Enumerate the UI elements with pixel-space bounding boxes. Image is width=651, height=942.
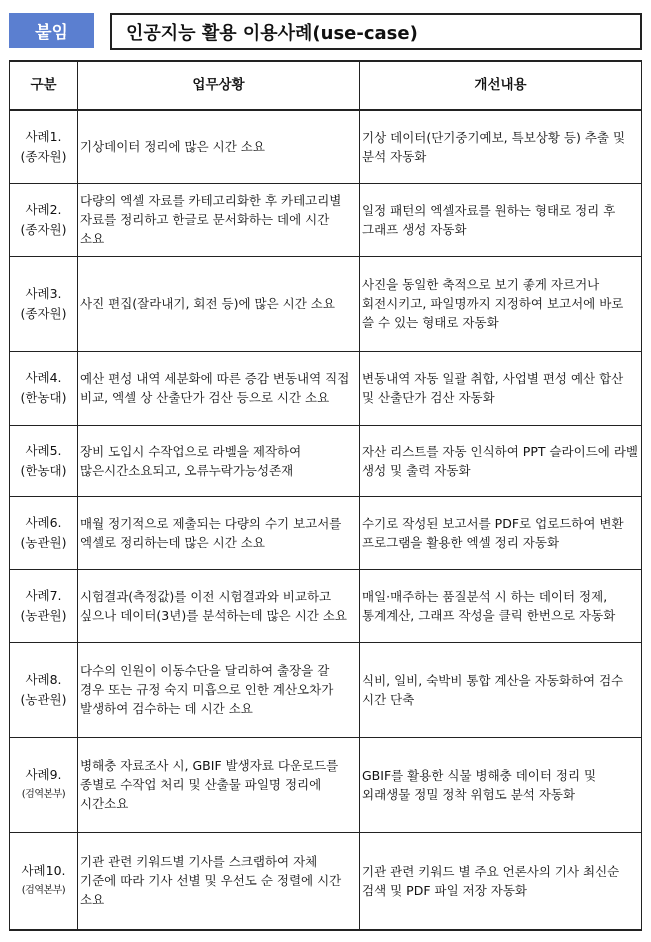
improvement-cell: 일정 패턴의 엑셀자료를 원하는 형태로 정리 후 그래프 생성 자동화 xyxy=(360,183,642,256)
case-cell xyxy=(10,183,78,256)
improvement-cell: 사진을 동일한 축적으로 보기 좋게 자르거나 회전시키고, 파일명까지 지정하여 보고서에 바로 쓸 수 있는 형태로 자동화 xyxy=(360,256,642,351)
improvement-cell: 자산 리스트를 자동 인식하여 PPT 슬라이드에 라벨 생성 및 출력 자동화 xyxy=(360,425,642,496)
table-row xyxy=(10,832,642,930)
case-label: 사례2. xyxy=(25,201,62,217)
header-category: 구분 xyxy=(10,61,78,110)
case-label: 사례6. xyxy=(25,514,62,530)
situation-cell: 사진 편집(잘라내기, 회전 등)에 많은 시간 소요 xyxy=(78,256,360,351)
improvement-cell: GBIF를 활용한 식물 병해충 데이터 정리 및 외래생물 정밀 정착 위험도 분석 자동화 xyxy=(360,737,642,832)
table-row xyxy=(10,256,642,351)
table-header-row xyxy=(10,61,642,110)
case-org: (농관원) xyxy=(20,607,67,623)
case-label: 사례1. xyxy=(25,128,62,144)
case-org: (종자원) xyxy=(20,148,67,164)
attachment-badge: 붙임 xyxy=(9,13,94,48)
situation-cell: 다수의 인원이 이동수단을 달리하여 출장을 갈 경우 또는 규정 숙지 미흡으로 인한 계산오차가 발생하여 검수하는 데 시간 소요 xyxy=(78,642,360,737)
case-cell xyxy=(10,110,78,183)
improvement-cell: 식비, 일비, 숙박비 통합 계산을 자동화하여 검수 시간 단축 xyxy=(360,642,642,737)
case-label: 사례5. xyxy=(25,442,62,458)
improvement-cell: 수기로 작성된 보고서를 PDF로 업로드하여 변환 프로그램을 활용한 엑셀 정리 자동화 xyxy=(360,496,642,569)
case-label: 사례7. xyxy=(25,587,62,603)
case-cell xyxy=(10,642,78,737)
improvement-cell: 기상 데이터(단기중기예보, 특보상황 등) 추출 및 분석 자동화 xyxy=(360,110,642,183)
improvement-cell: 변동내역 자동 일괄 취합, 사업별 편성 예산 합산 및 산출단가 검산 자동화 xyxy=(360,351,642,425)
case-org: (한농대) xyxy=(20,390,67,405)
header-work-situation: 업무상황 xyxy=(78,61,360,110)
case-label: 사례4. xyxy=(25,370,62,385)
situation-cell: 장비 도입시 수작업으로 라벨을 제작하여 많은시간소요되고, 오류누락가능성존재 xyxy=(78,425,360,496)
case-label: 사례3. xyxy=(25,285,62,301)
case-org: (농관원) xyxy=(20,691,67,707)
case-org: (한농대) xyxy=(20,462,67,478)
case-cell xyxy=(10,256,78,351)
situation-cell: 기상데이터 정리에 많은 시간 소요 xyxy=(78,110,360,183)
case-cell xyxy=(10,737,78,832)
case-cell xyxy=(10,832,78,930)
case-label: 사례8. xyxy=(25,671,62,687)
situation-cell: 병해충 자료조사 시, GBIF 발생자료 다운로드를 종별로 수작업 처리 및 산출물 파일명 정리에 시간소요 xyxy=(78,737,360,832)
table-row xyxy=(10,110,642,183)
case-org: (검역본부) xyxy=(21,788,66,800)
case-org: (종자원) xyxy=(20,221,67,237)
situation-cell: 시험결과(측정값)를 이전 시험결과와 비교하고 싶으나 데이터(3년)를 분석하는데 많은 시간 소요 xyxy=(78,569,360,642)
case-org: (종자원) xyxy=(20,305,67,321)
situation-cell: 기관 관련 키워드별 기사를 스크랩하여 자체 기준에 따라 기사 선별 및 우선도 순 정렬에 시간 소요 xyxy=(78,832,360,930)
situation-cell: 매월 정기적으로 제출되는 다량의 수기 보고서를 엑셀로 정리하는데 많은 시간 소요 xyxy=(78,496,360,569)
table-row xyxy=(10,569,642,642)
use-case-table xyxy=(9,60,642,931)
case-cell xyxy=(10,496,78,569)
case-org: (검역본부) xyxy=(21,884,66,896)
header-improvement: 개선내용 xyxy=(360,61,642,110)
improvement-cell: 기관 관련 키워드 별 주요 언론사의 기사 최신순 검색 및 PDF 파일 저장 자동화 xyxy=(360,832,642,930)
case-cell xyxy=(10,425,78,496)
case-label: 사례10. xyxy=(21,862,66,878)
situation-cell: 예산 편성 내역 세분화에 따른 증감 변동내역 직접 비교, 엑셀 상 산출단가 검산 등으로 시간 소요 xyxy=(78,351,360,425)
improvement-cell: 매일·매주하는 품질분석 시 하는 데이터 정제, 통계계산, 그래프 작성을 클릭 한번으로 자동화 xyxy=(360,569,642,642)
document-title: 인공지능 활용 이용사례(use-case) xyxy=(110,13,642,50)
case-cell xyxy=(10,569,78,642)
case-cell xyxy=(10,351,78,425)
table-row xyxy=(10,737,642,832)
case-org: (농관원) xyxy=(20,534,67,550)
case-label: 사례9. xyxy=(25,766,62,782)
table-row xyxy=(10,183,642,256)
table-row xyxy=(10,351,642,425)
table-row xyxy=(10,496,642,569)
table-row xyxy=(10,425,642,496)
table-row xyxy=(10,642,642,737)
situation-cell: 다량의 엑셀 자료를 카테고리화한 후 카테고리별 자료를 정리하고 한글로 문서화하는 데에 시간 소요 xyxy=(78,183,360,256)
